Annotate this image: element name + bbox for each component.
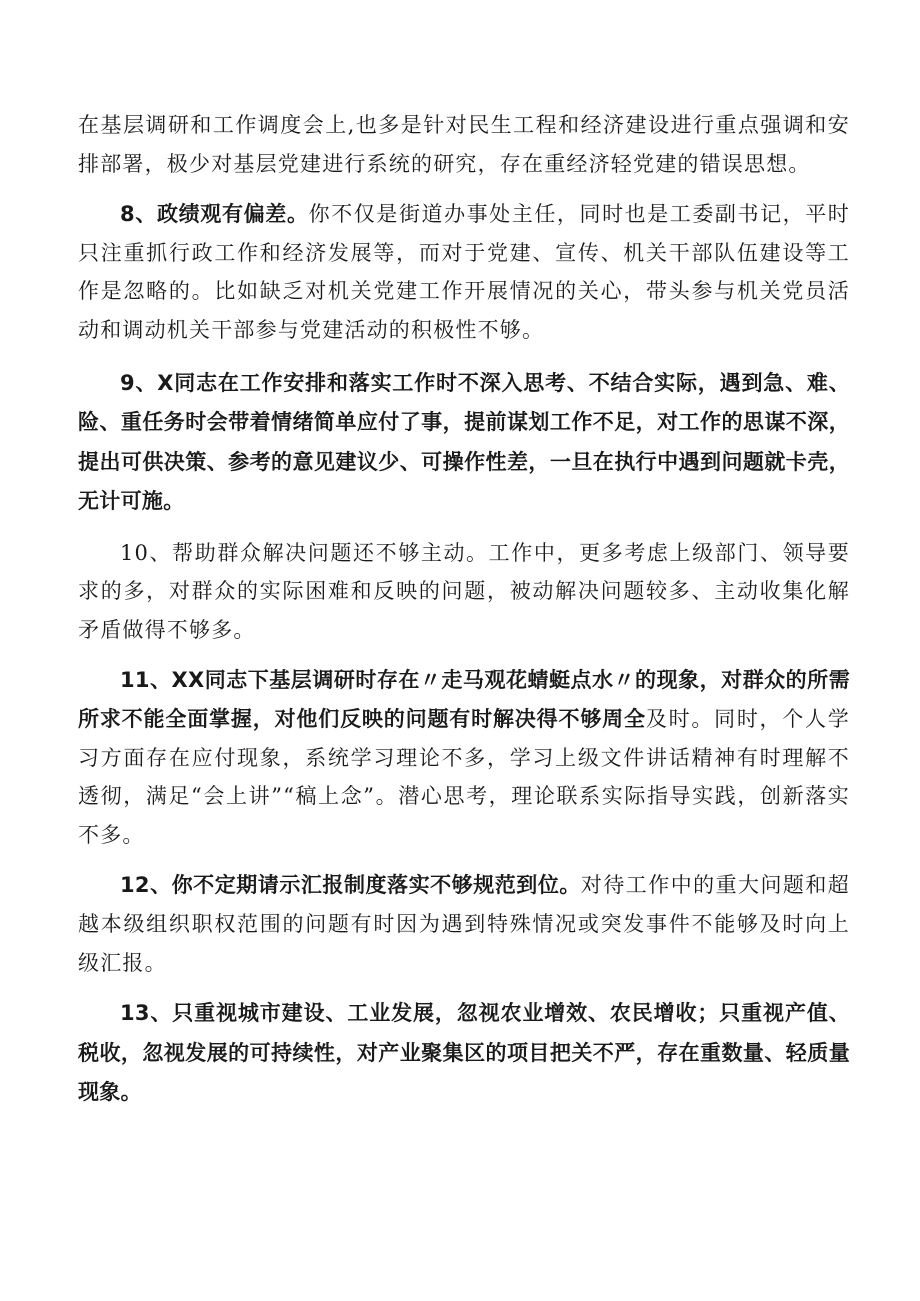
paragraph-8-body: 你不仅是街道办事处主任，同时也是工委副书记，平时只注重抓行政工作和经济发展等，而对于党建、宣传、机关干部队伍建设等工作是忽略的。比如缺乏对机关党建工作开展情况的关心，带头参与机关党员活动和调动机关干部参与党建活动的积极性不够。	[78, 202, 850, 342]
paragraph-13: 13、只重视城市建设、工业发展，忽视农业增效、农民增收；只重视产值、税收，忽视发展的可持续性，对产业聚集区的项目把关不严，存在重数量、轻质量现象。	[78, 1001, 850, 1105]
paragraph-9: 9、X同志在工作安排和落实工作时不深入思考、不结合实际，遇到急、难、险、重任务时会带着情绪简单应付了事，提前谋划工作不足，对工作的思谋不深，提出可供决策、参考的意见建议少、可操作性差，一旦在执行中遇到问题就卡壳，无计可施。	[78, 370, 850, 514]
paragraph-11	[78, 661, 850, 854]
paragraph-11-part-a: 11、XX同志下基层调研时存在〃走马观花蜻蜓点水〃的现象，对群众的所需所求不能全面掌握，对他们反映的问题有时解决得不够周全	[78, 668, 850, 731]
paragraph-12	[78, 866, 850, 982]
paragraph-continuation: 在基层调研和工作调度会上,也多是针对民生工程和经济建设进行重点强调和安排部署，极少对基层党建进行系统的研究，存在重经济轻党建的错误思想。	[78, 113, 850, 176]
paragraph-12-body: 对待工作中的重大问题和超越本级组织职权范围的问题有时因为遇到特殊情况或突发事件不能够及时向上级汇报。	[78, 873, 850, 975]
paragraph-8	[78, 195, 850, 349]
paragraph-8-heading: 8、政绩观有偏差。	[120, 202, 309, 227]
document-page	[78, 106, 850, 1123]
paragraph-12-heading: 12、你不定期请示汇报制度落实不够规范到位。	[120, 873, 581, 898]
paragraph-10: 10、帮助群众解决问题还不够主动。工作中，更多考虑上级部门、领导要求的多，对群众的实际困难和反映的问题，被动解决问题较多、主动收集化解矛盾做得不够多。	[78, 540, 850, 642]
paragraph-11-part-b: 及时。同时，个人学习方面存在应付现象，系统学习理论不多，学习上级文件讲话精神有时理解不透彻，满足“会上讲”“稿上念”。潜心思考，理论联系实际指导实践，创新落实不多。	[78, 706, 850, 847]
